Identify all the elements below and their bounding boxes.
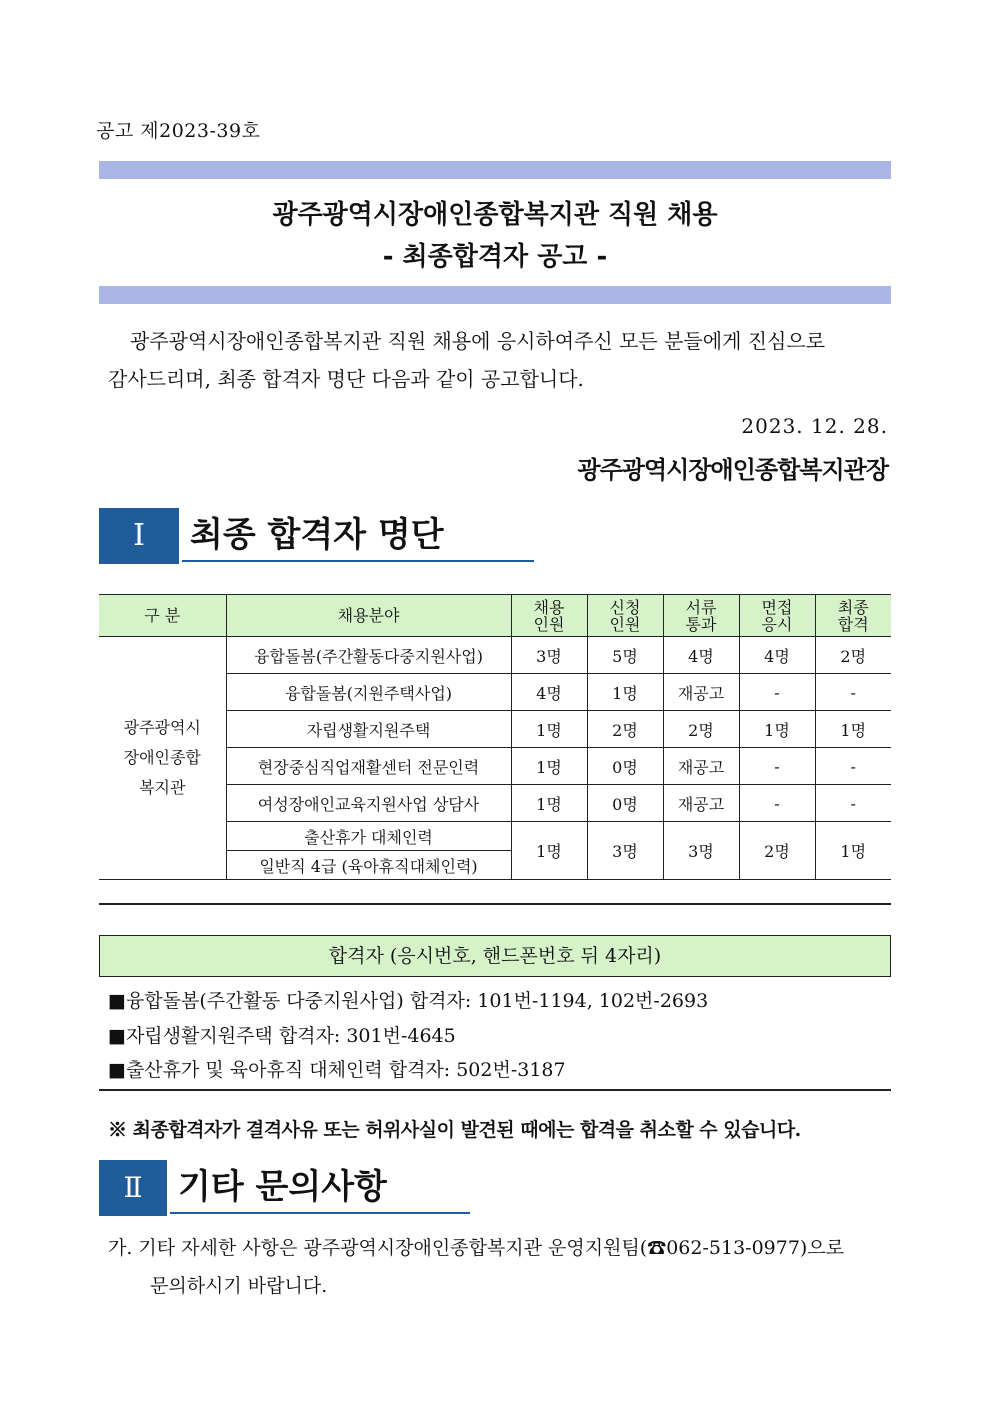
doc-cell: 재공고 xyxy=(663,785,739,822)
field-cell: 여성장애인교육지원사업 상담사 xyxy=(226,785,511,822)
apply-cell: 0명 xyxy=(587,748,663,785)
hire-cell: 1명 xyxy=(511,711,587,748)
interview-cell: - xyxy=(739,785,815,822)
header-doc: 서류 통과 xyxy=(663,595,739,637)
title-bottom-bar xyxy=(99,286,891,304)
inquiry-line-2: 문의하시기 바랍니다. xyxy=(150,1275,328,1297)
header-field: 채용분야 xyxy=(226,595,511,637)
divider xyxy=(99,903,891,905)
header-final: 최종 합격 xyxy=(815,595,891,637)
table-row xyxy=(99,637,891,674)
section-1-number: Ⅰ xyxy=(99,508,179,564)
apply-cell: 3명 xyxy=(587,822,663,880)
field-cell: 융합돌봄(주간활동다중지원사업) xyxy=(226,637,511,674)
final-cell: - xyxy=(815,674,891,711)
hire-cell: 3명 xyxy=(511,637,587,674)
section-2-number: Ⅱ xyxy=(99,1160,167,1216)
notice-date: 2023. 12. 28. xyxy=(741,414,888,438)
intro-line-1: 광주광역시장애인종합복지관 직원 채용에 응시하여주신 모든 분들에게 진심으로 xyxy=(130,329,826,353)
interview-cell: - xyxy=(739,748,815,785)
header-interview: 면접 응시 xyxy=(739,595,815,637)
passer-item: ■자립생활지원주택 합격자: 301번-4645 xyxy=(108,1025,456,1047)
passer-item: ■융합돌봄(주간활동 다중지원사업) 합격자: 101번-1194, 102번-2693 xyxy=(108,990,709,1012)
org-cell: 광주광역시 장애인종합 복지관 xyxy=(99,637,226,880)
issuer: 광주광역시장애인종합복지관장 xyxy=(577,456,888,484)
final-cell: 1명 xyxy=(815,711,891,748)
interview-cell: 2명 xyxy=(739,822,815,880)
result-table xyxy=(99,594,891,880)
final-cell: 1명 xyxy=(815,822,891,880)
section-2-title: 기타 문의사항 xyxy=(170,1160,470,1214)
apply-cell: 2명 xyxy=(587,711,663,748)
title-top-bar xyxy=(99,161,891,179)
doc-cell: 재공고 xyxy=(663,748,739,785)
interview-cell: 4명 xyxy=(739,637,815,674)
intro-line-2: 감사드리며, 최종 합격자 명단 다음과 같이 공고합니다. xyxy=(108,367,584,391)
field-cell: 출산휴가 대체인력 xyxy=(226,822,511,851)
final-cell: 2명 xyxy=(815,637,891,674)
field-cell: 일반직 4급 (육아휴직대체인력) xyxy=(226,851,511,880)
header-apply: 신청 인원 xyxy=(587,595,663,637)
hire-cell: 1명 xyxy=(511,822,587,880)
doc-cell: 4명 xyxy=(663,637,739,674)
apply-cell: 1명 xyxy=(587,674,663,711)
apply-cell: 5명 xyxy=(587,637,663,674)
doc-cell: 재공고 xyxy=(663,674,739,711)
notice-number: 공고 제2023-39호 xyxy=(96,120,261,142)
field-cell: 자립생활지원주택 xyxy=(226,711,511,748)
intro-paragraph xyxy=(108,322,892,398)
passer-item: ■출산휴가 및 육아휴직 대체인력 합격자: 502번-3187 xyxy=(108,1059,566,1081)
page-subtitle: - 최종합격자 공고 - xyxy=(382,242,608,272)
hire-cell: 1명 xyxy=(511,748,587,785)
header-hire: 채용 인원 xyxy=(511,595,587,637)
hire-cell: 4명 xyxy=(511,674,587,711)
final-cell: - xyxy=(815,748,891,785)
doc-cell: 3명 xyxy=(663,822,739,880)
passers-title: 합격자 (응시번호, 핸드폰번호 뒤 4자리) xyxy=(99,935,891,977)
inquiry-line-1: 가. 기타 자세한 사항은 광주광역시장애인종합복지관 운영지원팀(☎062-513-0977)으로 xyxy=(108,1237,845,1259)
section-1-title: 최종 합격자 명단 xyxy=(182,508,534,562)
final-cell: - xyxy=(815,785,891,822)
interview-cell: - xyxy=(739,674,815,711)
field-cell: 융합돌봄(지원주택사업) xyxy=(226,674,511,711)
doc-cell: 2명 xyxy=(663,711,739,748)
hire-cell: 1명 xyxy=(511,785,587,822)
table-header-row xyxy=(99,595,891,637)
warning-note: ※ 최종합격자가 결격사유 또는 허위사실이 발견된 때에는 합격을 취소할 수 있습니다. xyxy=(108,1119,801,1141)
apply-cell: 0명 xyxy=(587,785,663,822)
interview-cell: 1명 xyxy=(739,711,815,748)
divider xyxy=(99,1089,891,1091)
page-title: 광주광역시장애인종합복지관 직원 채용 xyxy=(272,200,718,230)
field-cell: 현장중심직업재활센터 전문인력 xyxy=(226,748,511,785)
header-category: 구 분 xyxy=(99,595,226,637)
